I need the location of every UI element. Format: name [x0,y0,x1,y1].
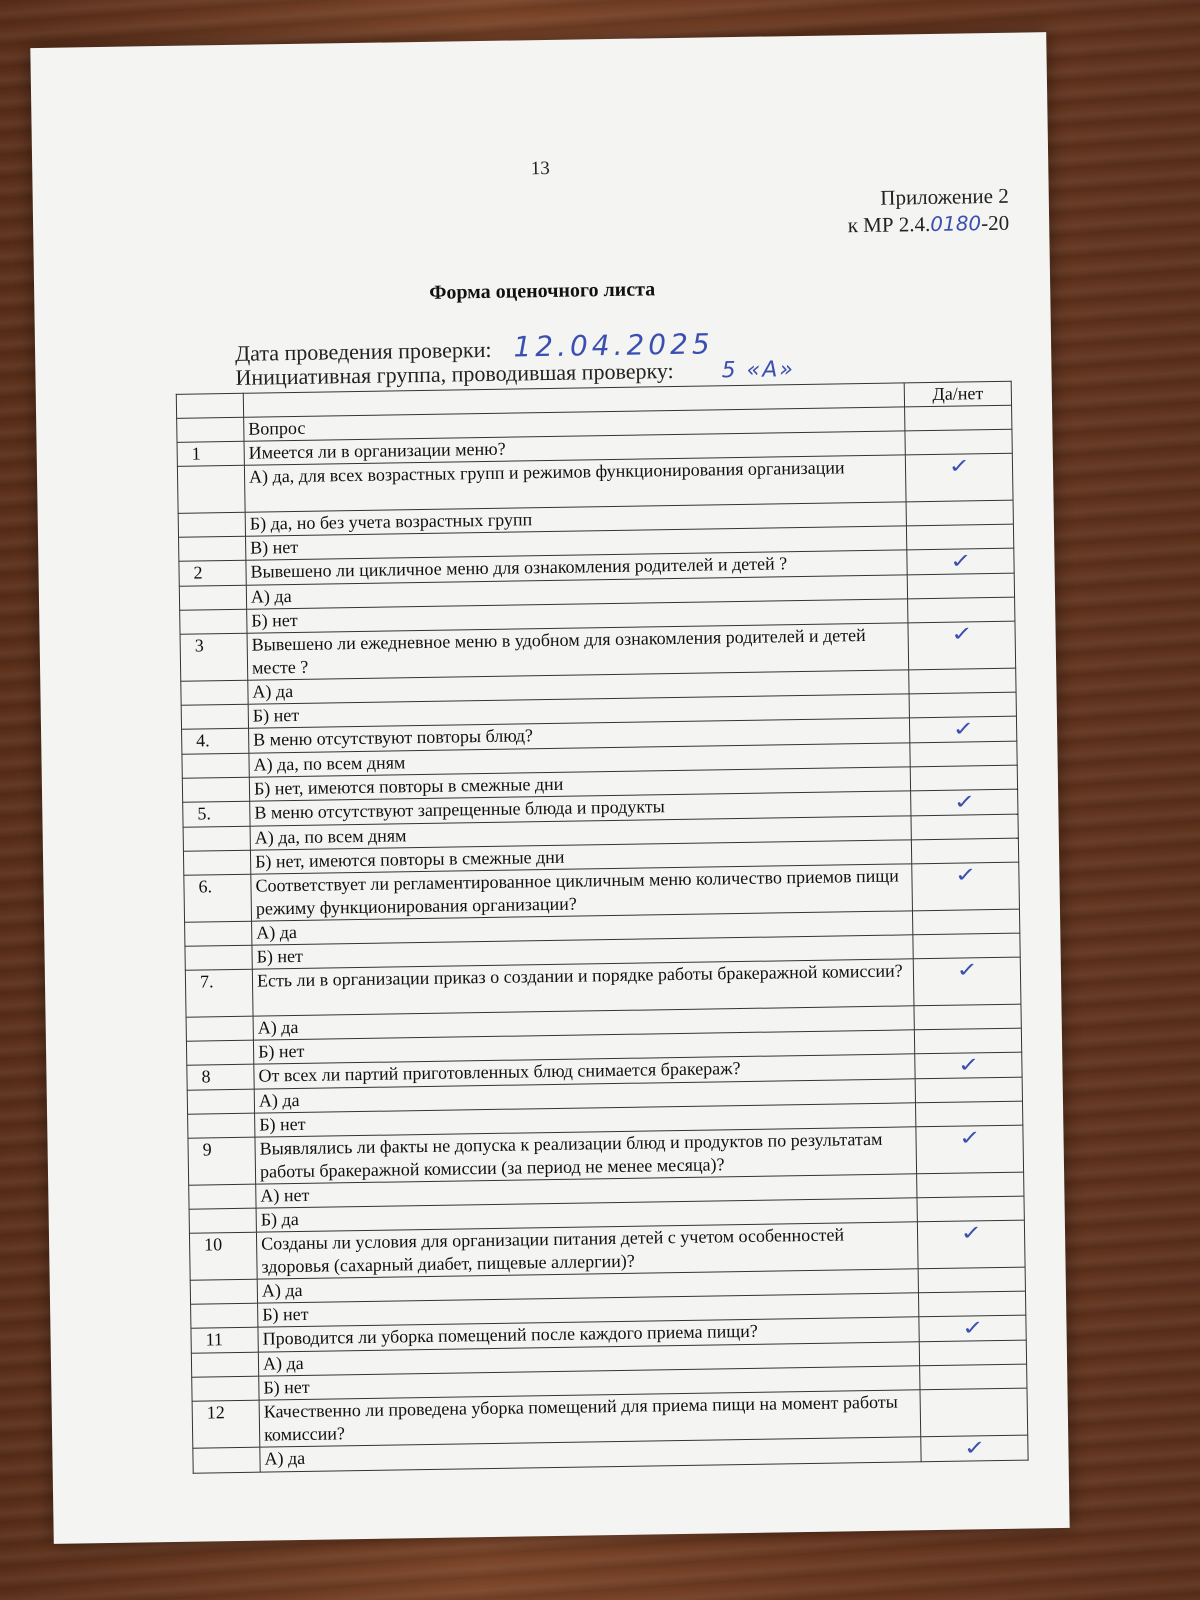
page-number: 13 [530,157,550,180]
row-text: В) нет [246,526,907,560]
paper-sheet [30,32,1069,1544]
row-number: 1 [177,441,244,466]
row-number: 11 [191,1327,258,1353]
check-mark-icon: ✓ [963,1435,986,1460]
row-number [185,945,252,970]
row-text: Б) нет [247,599,908,633]
annex-line-1: Приложение 2 [880,183,1009,210]
row-answer [910,741,1017,767]
initiative-group-label: Инициативная группа, проводившая проверку: [235,358,674,390]
form-title: Форма оценочного листа [429,278,656,304]
row-text: А) да [254,1079,915,1113]
row-answer [921,1435,1028,1462]
check-mark-icon: ✓ [959,1220,983,1245]
row-number: 5. [183,801,250,827]
row-number [179,536,246,561]
row-number [191,1352,258,1377]
row-answer [912,909,1019,935]
row-answer [906,524,1013,550]
row-text: Вывешено ли ежедневное меню в удобном для ознакомления родителей и детей месте ? [247,623,909,680]
row-text: Б) нет [248,694,909,728]
initiative-group-value: 5 «А» [721,357,796,384]
annex-reference [847,183,1009,240]
row-text: Б) нет [258,1293,919,1327]
row-answer [920,1388,1028,1437]
row-text: А) да, по всем дням [250,816,911,850]
row-number [185,921,252,946]
row-answer [909,692,1016,718]
row-text: А) да [246,575,907,609]
row-answer [912,862,1020,911]
row-number [191,1303,258,1328]
row-text: Есть ли в организации приказ о создании и порядке работы бракеражной комиссии? [252,959,914,1016]
row-number [177,465,245,513]
row-text: Вывешено ли цикличное меню для ознакомления родителей и детей ? [246,550,907,585]
row-text: Б) нет [253,1030,914,1064]
row-text: В меню отсутствуют повторы блюд? [249,718,910,753]
row-number: 3 [180,633,248,681]
row-text: Б) нет, имеются повторы в смежные дни [249,767,910,801]
annex-line-2 [848,210,1010,240]
inspection-date-value: 12.04.2025 [513,327,714,364]
row-text: А) да [253,1006,914,1040]
row-number [178,512,245,537]
row-answer [914,1004,1021,1030]
row-number [179,585,246,610]
row-answer [911,789,1018,816]
row-text: Б) нет [259,1366,920,1400]
row-text: А) да [258,1342,919,1376]
row-answer [907,573,1014,599]
check-mark-icon: ✓ [955,957,978,982]
row-number: 7. [185,969,253,1017]
row-answer [909,716,1016,743]
row-number: 6. [184,874,252,922]
row-answer [910,765,1017,791]
row-text: А) да [252,911,913,945]
row-text: Выявлялись ли факты не допуска к реализации блюд и продуктов по результатам работы бракеражной комиссии (за период не менее месяца)? [255,1127,917,1184]
row-number: 10 [189,1232,257,1280]
row-number [181,704,248,729]
row-number [190,1279,257,1304]
row-answer [919,1315,1026,1342]
annex-suffix: -20 [980,210,1010,236]
row-number [181,680,248,705]
row-number: 9 [188,1137,256,1185]
row-text: Б) да, но без учета возрастных групп [245,502,906,536]
row-answer [907,548,1014,575]
row-text: Б) да [256,1198,917,1232]
row-text: От всех ли партий приготовленных блюд снимается бракераж? [254,1054,915,1089]
header-num [177,417,244,442]
check-mark-icon: ✓ [953,789,976,814]
row-text: Имеется ли в организации меню? [244,431,905,465]
check-mark-icon: ✓ [947,453,971,478]
row-number [187,1089,254,1114]
row-number [189,1208,256,1233]
row-answer [917,1196,1024,1222]
check-mark-icon: ✓ [949,548,972,573]
row-answer [918,1291,1025,1317]
row-text: А) нет [256,1174,917,1208]
row-number [193,1447,260,1473]
row-answer [913,933,1020,959]
row-answer [908,621,1016,670]
row-number [186,1016,253,1041]
row-answer [919,1340,1026,1366]
annex-prefix: к МР 2.4. [847,211,931,238]
check-mark-icon: ✓ [958,1125,981,1150]
row-text: А) да [248,670,909,704]
row-text: Проводится ли уборка помещений после каждого приема пищи? [258,1317,919,1352]
row-number: 12 [192,1400,260,1448]
row-answer [917,1172,1024,1198]
row-answer [911,814,1018,840]
row-answer [918,1267,1025,1293]
row-answer [908,597,1015,623]
annex-handwritten-number: 0180 [930,211,982,236]
row-answer [909,668,1016,694]
header-question: Вопрос [244,407,905,441]
row-text: Б) нет [252,935,913,969]
evaluation-table [176,381,1029,1474]
header-answer: Да/нет [904,381,1011,407]
check-mark-icon: ✓ [957,1052,980,1077]
row-text: Б) нет, имеются повторы в смежные дни [250,840,911,874]
row-text: Созданы ли условия для организации питания детей с учетом особенностей здоровья (сахарный диабет, пищевые аллергии)? [256,1222,918,1279]
inspection-date-label: Дата проведения проверки: [234,336,492,366]
check-mark-icon: ✓ [961,1315,984,1340]
header-empty-num [176,393,243,418]
check-mark-icon: ✓ [952,716,975,741]
row-number: 2 [179,560,246,586]
row-answer [915,1077,1022,1103]
row-number [182,753,249,778]
check-mark-icon: ✓ [954,862,977,887]
row-answer [920,1364,1027,1390]
row-answer [905,429,1012,455]
row-answer [915,1052,1022,1079]
row-number [186,1040,253,1065]
row-number: 4. [182,728,249,754]
row-text: А) да, по всем дням [249,743,910,777]
row-text: Б) нет [255,1103,916,1137]
row-answer [915,1101,1022,1127]
row-answer [916,1125,1024,1174]
row-text: Соответствует ли регламентированное цикличным меню количество приемов пищи режиму функционирования организации? [251,864,913,921]
row-number [188,1113,255,1138]
row-answer [906,500,1013,526]
row-number [192,1376,259,1401]
row-text: Качественно ли проведена уборка помещений для приема пищи на момент работы комиссии? [259,1390,921,1447]
row-number [183,850,250,875]
check-mark-icon: ✓ [950,621,973,646]
row-answer [914,1028,1021,1054]
row-answer [913,957,1021,1006]
row-text: А) да [257,1269,918,1303]
row-answer [911,838,1018,864]
row-answer [917,1220,1025,1269]
row-number: 8 [187,1064,254,1090]
row-number [180,609,247,634]
row-number [182,777,249,802]
row-number [183,826,250,851]
row-answer [905,453,1013,502]
row-text: А) да, для всех возрастных групп и режимов функционирования организации [244,455,906,512]
row-text: В меню отсутствуют запрещенные блюда и продукты [250,791,911,826]
header-answer-empty [905,405,1012,431]
row-text: А) да [260,1437,921,1472]
row-number [189,1184,256,1209]
